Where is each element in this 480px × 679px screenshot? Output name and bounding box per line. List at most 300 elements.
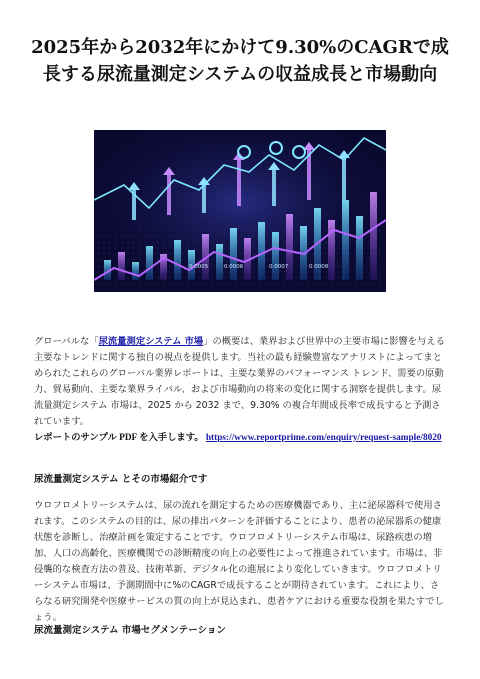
grid-dot — [241, 277, 242, 278]
grid-dot — [121, 247, 122, 248]
grid-dot — [133, 283, 134, 284]
grid-dot — [133, 235, 134, 236]
grid-dot — [325, 253, 326, 254]
grid-dot — [103, 283, 104, 284]
sample-request — [34, 432, 448, 445]
grid-dot — [115, 265, 116, 266]
grid-dot — [379, 241, 380, 242]
grid-dot — [301, 283, 302, 284]
grid-dot — [307, 259, 308, 260]
section-body-intro: ウロフロメトリーシステムは、尿の流れを測定するための医療機器であり、主に泌尿器科で使用されます。このシステムの目的は、尿の排出パターンを評価することにより、患者の泌尿器系の健康状態を診断し、治療計画を策定することです。ウロフロメトリーシステム市場は、尿路疾患の増加、人口の高齢化、医療機関での診断精度の向上の必要性によって推進されています。市場は、非侵襲的な検査方法の普及、技術革新、デジタル化の進展により変化していきます。ウロフロメトリーシステム市場は、予測期間中に%のCAGRで成長することが期待されています。これにより、さらなる研究開発や医療サービスの質の向上が見込まれ、患者ケアにおける重要な役割を果たすでしょう。 — [34, 500, 444, 623]
grid-dot — [211, 247, 212, 248]
grid-dot — [325, 277, 326, 278]
grid-dot — [241, 241, 242, 242]
grid-dot — [223, 229, 224, 230]
grid-dot — [283, 277, 284, 278]
grid-dot — [295, 235, 296, 236]
grid-dot — [331, 283, 332, 284]
grid-dot — [265, 253, 266, 254]
grid-dot — [139, 253, 140, 254]
grid-dot — [295, 271, 296, 272]
grid-dot — [367, 253, 368, 254]
grid-dot — [187, 283, 188, 284]
grid-dot — [247, 235, 248, 236]
grid-dot — [349, 253, 350, 254]
arrow-shaft — [342, 158, 346, 200]
grid-dot — [181, 283, 182, 284]
grid-dot — [223, 277, 224, 278]
grid-dot — [169, 265, 170, 266]
grid-dot — [307, 253, 308, 254]
grid-dot — [307, 283, 308, 284]
grid-dot — [127, 241, 128, 242]
grid-dot — [319, 283, 320, 284]
grid-dot — [349, 259, 350, 260]
grid-dot — [157, 241, 158, 242]
grid-dot — [211, 259, 212, 260]
grid-dot — [265, 229, 266, 230]
grid-dot — [349, 229, 350, 230]
grid-dot — [121, 283, 122, 284]
bar — [132, 262, 139, 280]
grid-dot — [169, 253, 170, 254]
grid-dot — [139, 283, 140, 284]
grid-dot — [97, 283, 98, 284]
grid-dot — [187, 235, 188, 236]
grid-dot — [199, 235, 200, 236]
grid-dot — [181, 247, 182, 248]
grid-dot — [325, 247, 326, 248]
grid-dot — [115, 271, 116, 272]
bar — [258, 222, 265, 280]
grid-dot — [181, 235, 182, 236]
grid-dot — [283, 229, 284, 230]
grid-dot — [115, 277, 116, 278]
grid-dot — [97, 247, 98, 248]
grid-dot — [355, 283, 356, 284]
grid-dot — [337, 259, 338, 260]
grid-dot — [211, 241, 212, 242]
grid-dot — [133, 253, 134, 254]
section-heading-intro: 尿流量測定システム とその市場紹介です — [34, 474, 208, 485]
grid-dot — [223, 283, 224, 284]
grid-dot — [211, 277, 212, 278]
grid-dot — [259, 283, 260, 284]
grid-dot — [133, 247, 134, 248]
grid-dot — [373, 283, 374, 284]
grid-dot — [265, 241, 266, 242]
grid-dot — [253, 241, 254, 242]
grid-dot — [253, 253, 254, 254]
grid-dot — [199, 229, 200, 230]
grid-dot — [379, 283, 380, 284]
grid-dot — [133, 229, 134, 230]
grid-dot — [295, 241, 296, 242]
grid-dot — [211, 229, 212, 230]
grid-dot — [97, 253, 98, 254]
grid-dot — [121, 229, 122, 230]
grid-dot — [115, 259, 116, 260]
grid-dot — [157, 265, 158, 266]
grid-dot — [187, 247, 188, 248]
grid-dot — [265, 247, 266, 248]
grid-dot — [139, 247, 140, 248]
market-link[interactable]: 尿流量測定システム 市場 — [98, 336, 204, 347]
grid-dot — [157, 277, 158, 278]
grid-dot — [169, 229, 170, 230]
grid-dot — [193, 235, 194, 236]
grid-dot — [127, 235, 128, 236]
grid-dot — [121, 241, 122, 242]
grid-dot — [247, 229, 248, 230]
grid-dot — [115, 247, 116, 248]
grid-dot — [361, 283, 362, 284]
value-label: 0.0005 — [189, 264, 209, 270]
grid-dot — [133, 241, 134, 242]
grid-dot — [367, 229, 368, 230]
grid-dot — [283, 253, 284, 254]
grid-dot — [223, 241, 224, 242]
grid-dot — [127, 253, 128, 254]
grid-dot — [253, 247, 254, 248]
grid-dot — [169, 247, 170, 248]
grid-dot — [349, 241, 350, 242]
grid-dot — [193, 247, 194, 248]
grid-dot — [163, 241, 164, 242]
grid-dot — [115, 235, 116, 236]
grid-dot — [253, 271, 254, 272]
grid-dot — [97, 229, 98, 230]
grid-dot — [199, 253, 200, 254]
grid-dot — [199, 283, 200, 284]
grid-dot — [157, 253, 158, 254]
bar — [356, 216, 363, 280]
grid-dot — [313, 283, 314, 284]
intro-prefix: グローバルな「 — [34, 336, 99, 347]
grid-dot — [181, 241, 182, 242]
grid-dot — [223, 259, 224, 260]
grid-dot — [181, 277, 182, 278]
grid-dot — [367, 271, 368, 272]
grid-dot — [349, 271, 350, 272]
grid-dot — [157, 271, 158, 272]
grid-dot — [139, 265, 140, 266]
grid-dot — [295, 229, 296, 230]
grid-dot — [379, 247, 380, 248]
grid-dot — [175, 235, 176, 236]
grid-dot — [253, 283, 254, 284]
grid-dot — [223, 247, 224, 248]
grid-dot — [145, 235, 146, 236]
grid-dot — [127, 229, 128, 230]
grid-dot — [253, 259, 254, 260]
grid-dot — [193, 283, 194, 284]
bar — [370, 192, 377, 280]
grid-dot — [193, 241, 194, 242]
grid-dot — [379, 259, 380, 260]
grid-dot — [367, 277, 368, 278]
grid-dot — [241, 271, 242, 272]
grid-dot — [181, 253, 182, 254]
grid-dot — [139, 229, 140, 230]
grid-dot — [103, 253, 104, 254]
grid-dot — [283, 241, 284, 242]
grid-dot — [169, 235, 170, 236]
grid-dot — [139, 259, 140, 260]
grid-dot — [295, 283, 296, 284]
grid-dot — [289, 283, 290, 284]
bar — [230, 228, 237, 280]
grid-dot — [337, 277, 338, 278]
grid-dot — [277, 283, 278, 284]
grid-dot — [115, 283, 116, 284]
sample-link[interactable]: https://www.reportprime.com/enquiry/request-sample/8020 — [205, 433, 442, 443]
grid-dot — [229, 283, 230, 284]
grid-dot — [217, 235, 218, 236]
grid-dot — [223, 235, 224, 236]
grid-dot — [217, 229, 218, 230]
grid-dot — [337, 235, 338, 236]
grid-dot — [115, 229, 116, 230]
grid-dot — [187, 229, 188, 230]
grid-dot — [157, 259, 158, 260]
grid-dot — [307, 229, 308, 230]
grid-dot — [283, 271, 284, 272]
grid-dot — [97, 271, 98, 272]
grid-dot — [295, 247, 296, 248]
grid-dot — [241, 229, 242, 230]
grid-dot — [163, 247, 164, 248]
grid-dot — [265, 265, 266, 266]
grid-dot — [205, 229, 206, 230]
grid-dot — [139, 271, 140, 272]
grid-dot — [295, 277, 296, 278]
grid-dot — [109, 235, 110, 236]
grid-dot — [169, 241, 170, 242]
grid-dot — [151, 283, 152, 284]
grid-dot — [217, 241, 218, 242]
grid-dot — [139, 241, 140, 242]
grid-dot — [379, 229, 380, 230]
grid-dot — [241, 283, 242, 284]
grid-dot — [337, 241, 338, 242]
grid-dot — [97, 241, 98, 242]
grid-dot — [265, 259, 266, 260]
grid-dot — [283, 247, 284, 248]
grid-dot — [247, 283, 248, 284]
grid-dot — [325, 259, 326, 260]
value-label: 0.0007 — [269, 264, 289, 270]
bar — [216, 244, 223, 280]
grid-dot — [295, 265, 296, 266]
arrow-shaft — [202, 185, 206, 213]
grid-dot — [193, 229, 194, 230]
grid-dot — [163, 235, 164, 236]
grid-dot — [109, 247, 110, 248]
grid-dot — [199, 241, 200, 242]
sample-label: レポートのサンプル PDF を入手します。 — [34, 433, 204, 443]
bar — [174, 240, 181, 280]
grid-dot — [367, 241, 368, 242]
grid-dot — [103, 241, 104, 242]
grid-dot — [169, 283, 170, 284]
grid-dot — [379, 235, 380, 236]
grid-dot — [379, 265, 380, 266]
arrow-shaft — [237, 160, 241, 206]
grid-dot — [103, 235, 104, 236]
grid-dot — [367, 235, 368, 236]
bar — [286, 214, 293, 280]
grid-dot — [325, 283, 326, 284]
grid-dot — [367, 265, 368, 266]
grid-dot — [325, 229, 326, 230]
grid-dot — [241, 235, 242, 236]
grid-dot — [109, 229, 110, 230]
grid-dot — [307, 247, 308, 248]
grid-dot — [349, 265, 350, 266]
arrow-shaft — [272, 170, 276, 206]
grid-dot — [211, 283, 212, 284]
grid-dot — [175, 283, 176, 284]
grid-dot — [367, 283, 368, 284]
grid-dot — [103, 229, 104, 230]
grid-dot — [175, 229, 176, 230]
grid-dot — [367, 247, 368, 248]
grid-dot — [205, 283, 206, 284]
grid-dot — [151, 241, 152, 242]
grid-dot — [97, 265, 98, 266]
grid-dot — [103, 247, 104, 248]
grid-dot — [199, 247, 200, 248]
grid-dot — [271, 283, 272, 284]
grid-dot — [163, 283, 164, 284]
grid-dot — [253, 277, 254, 278]
grid-dot — [169, 277, 170, 278]
grid-dot — [139, 235, 140, 236]
grid-dot — [115, 241, 116, 242]
grid-dot — [265, 235, 266, 236]
grid-dot — [109, 241, 110, 242]
grid-dot — [241, 253, 242, 254]
grid-dot — [157, 229, 158, 230]
grid-dot — [181, 229, 182, 230]
grid-dot — [295, 253, 296, 254]
grid-dot — [199, 271, 200, 272]
intro-body: 」の概要は、業界および世界中の主要市場に影響を与える主要なトレンドに関する独自の視点を提供します。当社の最も経験豊富なアナリストによってまとめられたこれらのグローバル業界レポートは、主要な業界のパフォーマンス トレンド、需要の原動力、貿易動向、主要な業界ライバル、および市場動向の将来の変化に関する洞察を提供します。尿流量測定システム 市場は、2025 から 2032 まで、9.30% の複合年間成長率で成長すると予測されています。 — [34, 336, 445, 427]
grid-dot — [199, 259, 200, 260]
grid-dot — [253, 265, 254, 266]
grid-dot — [127, 265, 128, 266]
grid-dot — [253, 229, 254, 230]
grid-dot — [127, 247, 128, 248]
grid-dot — [343, 283, 344, 284]
grid-dot — [181, 271, 182, 272]
grid-dot — [109, 283, 110, 284]
grid-dot — [145, 283, 146, 284]
page-title: 2025年から2032年にかけて9.30%のCAGRで成長する尿流量測定システムの収益成長と市場動向 — [31, 37, 449, 85]
arrow-shaft — [167, 175, 171, 215]
grid-dot — [307, 277, 308, 278]
grid-dot — [199, 277, 200, 278]
grid-dot — [349, 283, 350, 284]
grid-dot — [211, 265, 212, 266]
bar — [272, 232, 279, 280]
grid-dot — [157, 247, 158, 248]
section-heading-segmentation: 尿流量測定システム 市場セグメンテーション — [34, 625, 226, 636]
grid-dot — [151, 229, 152, 230]
grid-dot — [163, 229, 164, 230]
grid-dot — [379, 277, 380, 278]
grid-dot — [115, 253, 116, 254]
grid-dot — [283, 283, 284, 284]
grid-dot — [97, 259, 98, 260]
grid-dot — [271, 229, 272, 230]
grid-dot — [277, 229, 278, 230]
grid-dot — [265, 277, 266, 278]
grid-dot — [139, 277, 140, 278]
value-label: 0.0008 — [309, 264, 329, 270]
bar — [342, 200, 349, 280]
grid-dot — [283, 259, 284, 260]
grid-dot — [157, 283, 158, 284]
grid-dot — [307, 241, 308, 242]
grid-dot — [367, 259, 368, 260]
grid-dot — [211, 271, 212, 272]
chart-illustration — [94, 130, 386, 292]
grid-dot — [181, 259, 182, 260]
grid-dot — [325, 271, 326, 272]
grid-dot — [379, 253, 380, 254]
hero-image — [94, 130, 386, 292]
value-label: 0.0006 — [224, 264, 244, 270]
grid-dot — [307, 271, 308, 272]
grid-dot — [325, 241, 326, 242]
grid-dot — [337, 265, 338, 266]
grid-dot — [349, 277, 350, 278]
grid-dot — [109, 253, 110, 254]
grid-dot — [217, 283, 218, 284]
grid-dot — [241, 247, 242, 248]
grid-dot — [283, 235, 284, 236]
grid-dot — [337, 283, 338, 284]
grid-dot — [211, 235, 212, 236]
grid-dot — [187, 241, 188, 242]
grid-dot — [127, 283, 128, 284]
grid-dot — [337, 247, 338, 248]
grid-dot — [133, 259, 134, 260]
grid-dot — [253, 235, 254, 236]
grid-dot — [349, 247, 350, 248]
grid-dot — [127, 259, 128, 260]
grid-dot — [337, 253, 338, 254]
bar — [118, 252, 125, 280]
grid-dot — [223, 271, 224, 272]
grid-dot — [169, 271, 170, 272]
bar — [146, 246, 153, 280]
grid-dot — [265, 283, 266, 284]
grid-dot — [157, 235, 158, 236]
grid-dot — [265, 271, 266, 272]
grid-dot — [145, 229, 146, 230]
grid-dot — [307, 235, 308, 236]
grid-dot — [121, 235, 122, 236]
grid-dot — [379, 271, 380, 272]
intro-paragraph — [34, 334, 448, 430]
grid-dot — [151, 235, 152, 236]
grid-dot — [97, 235, 98, 236]
grid-dot — [127, 277, 128, 278]
grid-dot — [337, 271, 338, 272]
